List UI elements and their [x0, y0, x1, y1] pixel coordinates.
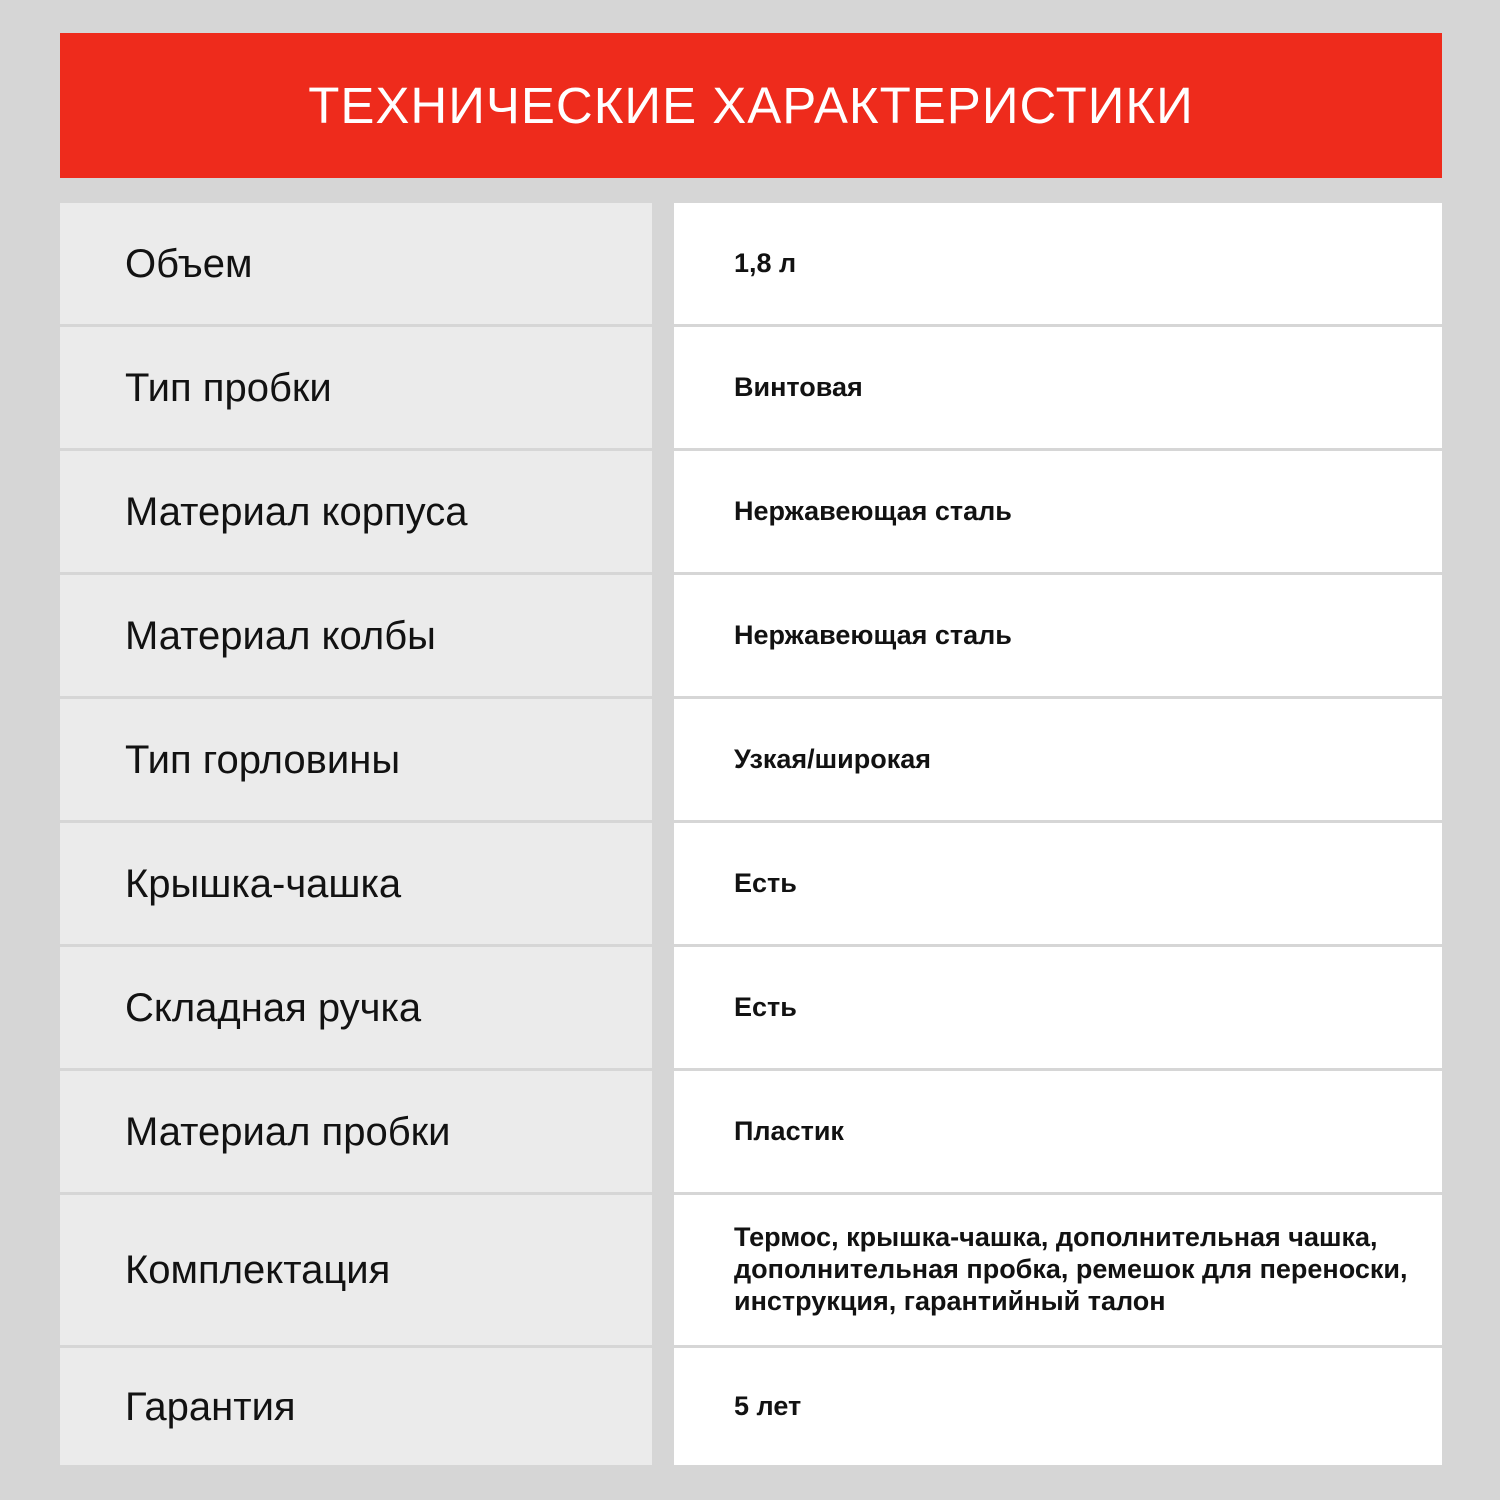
spec-label-neck-type: Тип горловины: [60, 699, 652, 820]
spec-value-cup-lid: Есть: [674, 823, 1442, 944]
spec-value-stopper-type: Винтовая: [674, 327, 1442, 448]
spec-label-stopper-material: Материал пробки: [60, 1071, 652, 1192]
table-row: [60, 1348, 1442, 1465]
spec-label-cup-lid: Крышка-чашка: [60, 823, 652, 944]
spec-value-volume: 1,8 л: [674, 203, 1442, 324]
spec-value-folding-handle: Есть: [674, 947, 1442, 1068]
table-row: [60, 203, 1442, 324]
spec-label-volume: Объем: [60, 203, 652, 324]
spec-value-warranty: 5 лет: [674, 1348, 1442, 1465]
spec-label-stopper-type: Тип пробки: [60, 327, 652, 448]
table-row: [60, 699, 1442, 820]
spec-label-flask-material: Материал колбы: [60, 575, 652, 696]
header-banner: [60, 33, 1442, 178]
table-row: [60, 947, 1442, 1068]
spec-label-package-contents: Комплектация: [60, 1195, 652, 1345]
table-row: [60, 451, 1442, 572]
table-row: [60, 1071, 1442, 1192]
table-row: [60, 823, 1442, 944]
spec-value-stopper-material: Пластик: [674, 1071, 1442, 1192]
page-title: ТЕХНИЧЕСКИЕ ХАРАКТЕРИСТИКИ: [308, 77, 1194, 134]
table-row: [60, 327, 1442, 448]
table-row: [60, 575, 1442, 696]
table-row: [60, 1195, 1442, 1345]
spec-value-neck-type: Узкая/широкая: [674, 699, 1442, 820]
spec-value-flask-material: Нержавеющая сталь: [674, 575, 1442, 696]
spec-label-folding-handle: Складная ручка: [60, 947, 652, 1068]
specs-table: [60, 203, 1442, 1465]
spec-value-body-material: Нержавеющая сталь: [674, 451, 1442, 572]
spec-label-body-material: Материал корпуса: [60, 451, 652, 572]
spec-value-package-contents: Термос, крышка-чашка, дополнительная чашка, дополнительная пробка, ремешок для переноски, инструкция, гарантийный талон: [674, 1195, 1442, 1345]
spec-label-warranty: Гарантия: [60, 1348, 652, 1465]
